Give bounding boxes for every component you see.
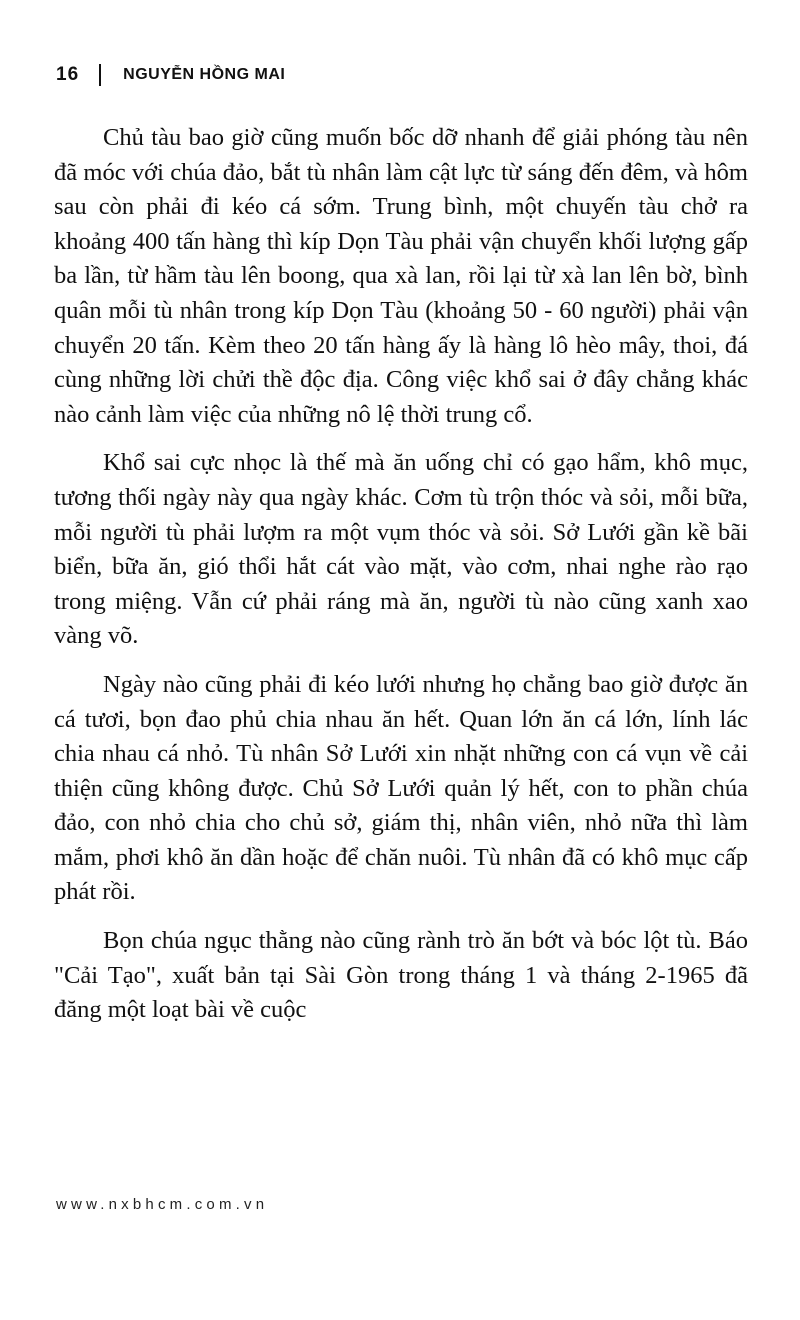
paragraph-4: Bọn chúa ngục thằng nào cũng rành trò ăn bớt và bóc lột tù. Báo "Cải Tạo", xuất bản tại Sài Gòn trong tháng 1 và tháng 2-1965 đã đăng một loạt bài về cuộc	[54, 927, 748, 1024]
paragraph-2: Khổ sai cực nhọc là thế mà ăn uống chỉ có gạo hẩm, khô mục, tương thối ngày này qua ngày khác. Cơm tù trộn thóc và sỏi, mỗi bữa, mỗi người tù phải lượm ra một vụm thóc và sỏi. Sở Lưới gần kề bãi biển, bữa ăn, gió thổi hắt cát vào mặt, vào cơm, nhai nghe rào rạo trong miệng. Vẫn cứ phải ráng mà ăn, người tù nào cũng xanh xao vàng võ.	[54, 449, 748, 650]
paragraph-3: Ngày nào cũng phải đi kéo lưới nhưng họ chẳng bao giờ được ăn cá tươi, bọn đao phủ chia nhau ăn hết. Quan lớn ăn cá lớn, lính lác chia nhau cá nhỏ. Tù nhân Sở Lưới xin nhặt những con cá vụn về cải thiện cũng không được. Chủ Sở Lưới quản lý hết, con to phần chúa đảo, con nhỏ chia cho chủ sở, giám thị, nhân viên, nhỏ nữa thì làm mắm, phơi khô ăn dần hoặc để chăn nuôi. Tù nhân đã có khô mục cấp phát rồi.	[54, 670, 748, 906]
page-number: 16	[56, 64, 80, 85]
paragraph-1: Chủ tàu bao giờ cũng muốn bốc dỡ nhanh để giải phóng tàu nên đã móc với chúa đảo, bắt tù nhân làm cật lực từ sáng đến đêm, và hôm sau còn phải đi kéo cá sớm. Trung bình, một chuyến tàu chở ra khoảng 400 tấn hàng thì kíp Dọn Tàu phải vận chuyển khối lượng gấp ba lần, từ hầm tàu lên boong, qua xà lan, rồi lại từ xà lan lên bờ, bình quân mỗi tù nhân trong kíp Dọn Tàu (khoảng 50 - 60 người) phải vận chuyển 20 tấn. Kèm theo 20 tấn hàng ấy là hàng lô hèo mây, thoi, đá cùng những lời chửi thề độc địa. Công việc khổ sai ở đây chẳng khác nào cảnh làm việc của những nô lệ thời trung cổ.	[54, 124, 748, 428]
body-text	[54, 121, 748, 1042]
header-divider	[99, 64, 101, 86]
running-header-author: NGUYỄN HỒNG MAI	[123, 66, 286, 83]
footer-website: www.nxbhcm.com.vn	[56, 1196, 269, 1213]
running-header	[56, 60, 285, 90]
